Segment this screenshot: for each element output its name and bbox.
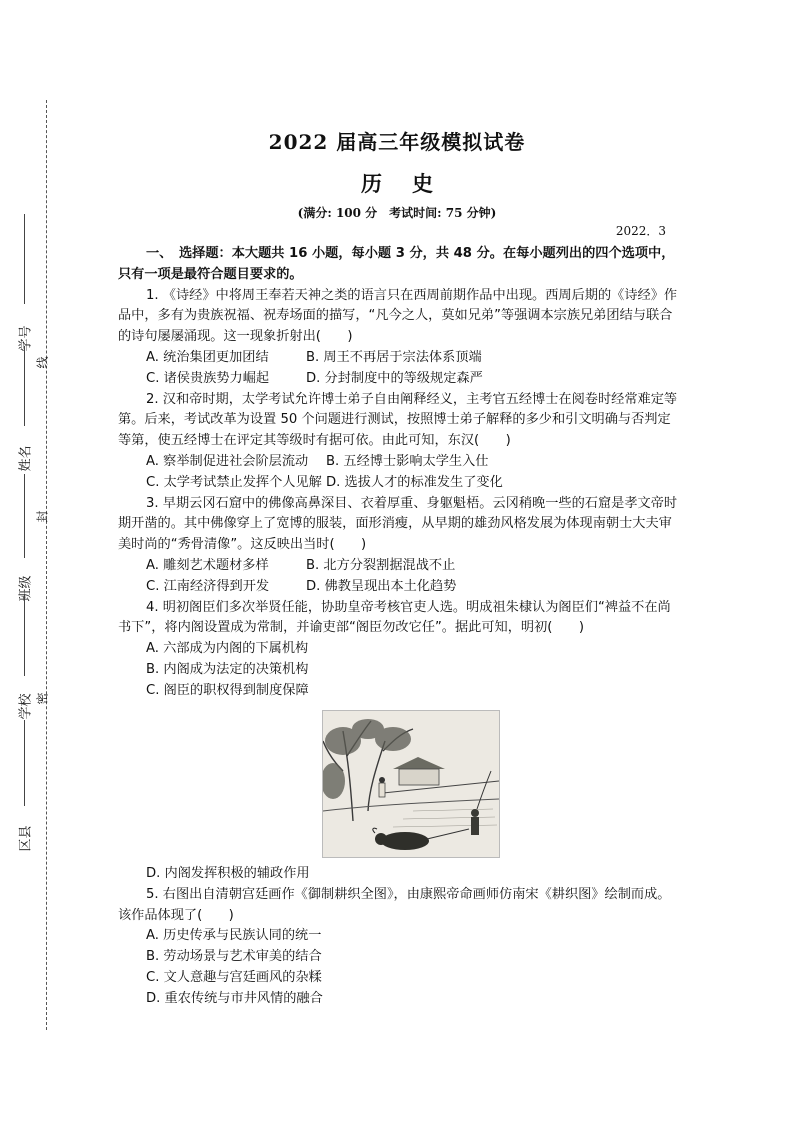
- question-4-stem: 4. 明初阁臣们多次举贤任能，协助皇帝考核官吏人选。明成祖朱棣认为阁臣们“裨益不在尚书下”，将内阁设置成为常制，并谕吏部“阁臣勿改它任”。据此可知，明初( ): [118, 599, 671, 636]
- question-4-option-d[interactable]: D. 内阁发挥积极的辅政作用: [146, 866, 310, 881]
- binding-mark-line: 线: [35, 356, 50, 369]
- question-3-options-row-2: [118, 577, 678, 598]
- question-1-option-d[interactable]: D. 分封制度中的等级规定森严: [306, 370, 483, 386]
- question-5-option-d[interactable]: D. 重农传统与市井风情的融合: [146, 990, 323, 1006]
- question-4-option-c[interactable]: C. 阁臣的职权得到制度保障: [146, 682, 309, 698]
- farming-painting-image: [322, 710, 500, 858]
- field-district-line: [24, 720, 25, 806]
- field-student-id[interactable]: 学号: [18, 325, 34, 352]
- exam-content: [118, 244, 678, 702]
- question-3-option-a[interactable]: A. 雕刻艺术题材多样: [146, 557, 269, 573]
- question-5-option-a[interactable]: A. 历史传承与民族认同的统一: [146, 928, 322, 944]
- question-2-options-row-2: [118, 473, 678, 494]
- question-2-option-b[interactable]: B. 五经博士影响太学生入仕: [326, 453, 489, 469]
- question-1-stem: 1. 《诗经》中将周王奉若天神之类的语言只在西周前期作品中出现。西周后期的《诗经》作品中，多有为贵族祝福、祝寿场面的描写，“凡今之人，莫如兄弟”等强调本宗族兄弟团结与联合的诗句屡屡涌现。这一现象折射出( ): [118, 287, 678, 345]
- question-3-option-c[interactable]: C. 江南经济得到开发: [146, 578, 270, 594]
- question-5-option-c[interactable]: C. 文人意趣与宫廷画风的杂糅: [146, 969, 322, 985]
- binding-dashed-line: [46, 100, 47, 1030]
- field-class[interactable]: 班级: [18, 575, 34, 602]
- question-2-option-c[interactable]: C. 太学考试禁止发挥个人见解: [146, 474, 322, 490]
- section-instruction: 一、 选择题：本大题共 16 小题，每小题 3 分，共 48 分。在每小题列出的四个选项中，只有一项是最符合题目要求的。: [118, 246, 675, 282]
- binding-mark-secret: 密: [35, 692, 50, 705]
- question-4-option-b[interactable]: B. 内阁成为法定的决策机构: [146, 661, 309, 677]
- exam-meta: (满分: 100 分 考试时间: 75 分钟): [297, 206, 497, 220]
- field-student-id-line: [24, 214, 25, 304]
- question-1-option-b[interactable]: B. 周王不再居于宗法体系顶端: [306, 349, 482, 365]
- field-district[interactable]: 区县: [18, 825, 34, 852]
- exam-date: 2022．3: [615, 224, 666, 238]
- question-1-options-row-1: [118, 348, 678, 369]
- question-2-options-row-1: [118, 452, 678, 473]
- question-3-options-row-1: [118, 556, 678, 577]
- question-2-option-d[interactable]: D. 选拔人才的标准发生了变化: [326, 474, 503, 490]
- question-3-option-b[interactable]: B. 北方分裂割据混战不止: [306, 557, 456, 573]
- binding-mark-seal: 封: [35, 510, 50, 523]
- field-name[interactable]: 姓名: [18, 445, 34, 472]
- question-3-option-d[interactable]: D. 佛教呈现出本土化趋势: [306, 578, 457, 594]
- question-2-option-a[interactable]: A. 察举制促进社会阶层流动: [146, 453, 309, 469]
- question-2-stem: 2. 汉和帝时期，太学考试允许博士弟子自由阐释经义，主考官五经博士在阅卷时经常难定等第。后来，考试改革为设置 50 个问题进行测试，按照博士弟子解释的多少和引文明确与否判定等第，使五经博士在评定其等级时有据可依。由此可知，东汉( ): [118, 391, 678, 449]
- exam-content-continued: [118, 864, 678, 1010]
- question-1-option-c[interactable]: C. 诸侯贵族势力崛起: [146, 370, 270, 386]
- question-5-option-b[interactable]: B. 劳动场景与艺术审美的结合: [146, 949, 322, 965]
- question-4-option-a[interactable]: A. 六部成为内阁的下属机构: [146, 641, 309, 657]
- question-5-stem: 5. 右图出自清朝宫廷画作《御制耕织全图》，由康熙帝命画师仿南宋《耕织图》绘制而成。该作品体现了( ): [118, 886, 671, 923]
- question-1-options-row-2: [118, 369, 678, 390]
- exam-title: 2022 届高三年级模拟试卷: [268, 130, 526, 154]
- field-school[interactable]: 学校: [18, 693, 34, 720]
- field-name-line: [24, 346, 25, 426]
- exam-subject: 历史: [361, 171, 463, 196]
- question-1-option-a[interactable]: A. 统治集团更加团结: [146, 349, 269, 365]
- field-class-line: [24, 474, 25, 558]
- field-school-line: [24, 594, 25, 676]
- question-3-stem: 3. 早期云冈石窟中的佛像高鼻深目、衣着厚重、身躯魁梧。云冈稍晚一些的石窟是孝文帝时期开凿的。其中佛像穿上了宽博的服装，面形消瘦，从早期的雄劲风格发展为体现南朝士大夫审美时尚的“秀骨清像”。这反映出当时( ): [118, 495, 678, 553]
